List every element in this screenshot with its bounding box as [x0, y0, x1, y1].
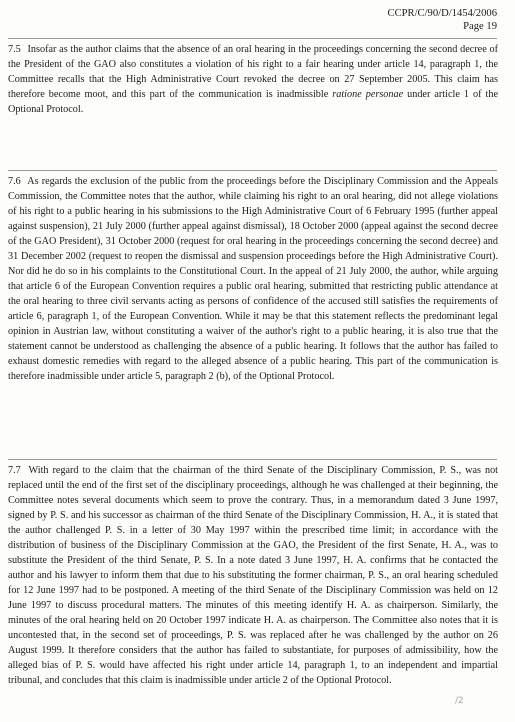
paragraph-text: As regards the exclusion of the public from the proceedings before the Disciplinary Commission and the Appeals Commission, the Committee notes that the author, while claiming his right to an oral hearing, did not allege violations of his right to a public hearing in his submissions to the High Administrative Court of 6 February 1995 (further appeal against suspension), 21 July 2000 (further appeal against dismissal), 18 October 2000 (appeal against the second decree of the GAO President), 31 October 2000 (request for oral hearing in the proceedings concerning the second decree) and 31 December 2002 (request to reopen the dismissal and suspension proceedings before the High Administrative Court). Nor did he do so in his complaints to the Constitutional Court. In the appeal of 21 July 2000, the author, while arguing that article 6 of the European Convention requires a public oral hearing, submitted that restricting public attendance at the oral hearing to three civil servants acting as persons of confidence of the accused still satisfies the requirements of article 6, paragraph 1, of the European Convention. While it may be that this statement reflects the predominant legal opinion in Austrian law, without constituting a waiver of the author's right to a public hearing, it is also true that the statement cannot be understood as challenging the absence of a public hearing. It follows that the author has failed to exhaust domestic remedies with regard to the alleged absence of a public hearing. This part of the communication is therefore inadmissible under article 5, paragraph 2 (b), of the Optional Protocol. [8, 176, 498, 382]
paragraph-7-7 [8, 463, 498, 688]
paragraph-text-end: under article 1 of the Optional Protocol. [8, 89, 499, 115]
paragraph-divider [8, 459, 497, 460]
paragraph-number: 7.5 [8, 44, 21, 55]
paragraph-text: Insofar as the author claims that the absence of an oral hearing in the proceedings concerning the second decree of the President of the GAO also constitutes a violation of his right to a fair hearing under article 14, paragraph 1, the Committee recalls that the High Administrative Court revoked the decree on 27 September 2005. This claim has therefore become moot, and this part of the communication is inadmissible [8, 44, 499, 100]
page-number: Page 19 [463, 21, 497, 32]
page-header [388, 7, 498, 33]
paragraph-divider [8, 170, 497, 171]
margin-mark: /2 [455, 696, 464, 706]
paragraph-7-6 [8, 174, 498, 384]
paragraph-text: With regard to the claim that the chairman of the third Senate of the Disciplinary Commission, P. S., was not replaced until the end of the first set of the disciplinary proceedings, although he was challenged at their beginning, the Committee notes several documents which seem to prove the contrary. Thus, in a memorandum dated 3 June 1997, signed by P. S. and his successor as chairman of the third Senate of the Disciplinary Commission, H. A., it is stated that the author challenged P. S. in a letter of 30 May 1997 within the prescribed time limit; in accordance with the distribution of business of the Disciplinary Commission at the GAO, the President of the first Senate, H. A., was to substitute the President of the third Senate, P. S. In a note dated 3 June 1997, H. A. confirms that he contacted the author and his lawyer to inform them that due to his substituting the former chairman, P. S., an oral hearing scheduled for 12 June 1997 had to be postponed. A meeting of the third Senate of the Disciplinary Commission was held on 12 June 1997 to discuss procedural matters. The minutes of this meeting identify H. A. as chairperson. Similarly, the minutes of the oral hearing held on 20 October 1997 indicate H. A. as chairperson. The Committee also notes that it is uncontested that, in the second set of proceedings, P. S. was replaced after he was challenged by the author on 26 August 1999. It therefore considers that the author has failed to substantiate, for purposes of admissibility, how the alleged bias of P. S. would have affected his right under article 14, paragraph 1, to an independent and impartial tribunal, and concludes that this claim is inadmissible under article 2 of the Optional Protocol. [8, 465, 498, 686]
paragraph-italic-term: ratione personae [332, 89, 404, 100]
paragraph-divider [8, 38, 497, 39]
paragraph-7-5 [8, 42, 498, 117]
document-symbol: CCPR/C/90/D/1454/2006 [387, 8, 497, 19]
paragraph-number: 7.7 [8, 465, 21, 476]
paragraph-number: 7.6 [8, 176, 21, 187]
